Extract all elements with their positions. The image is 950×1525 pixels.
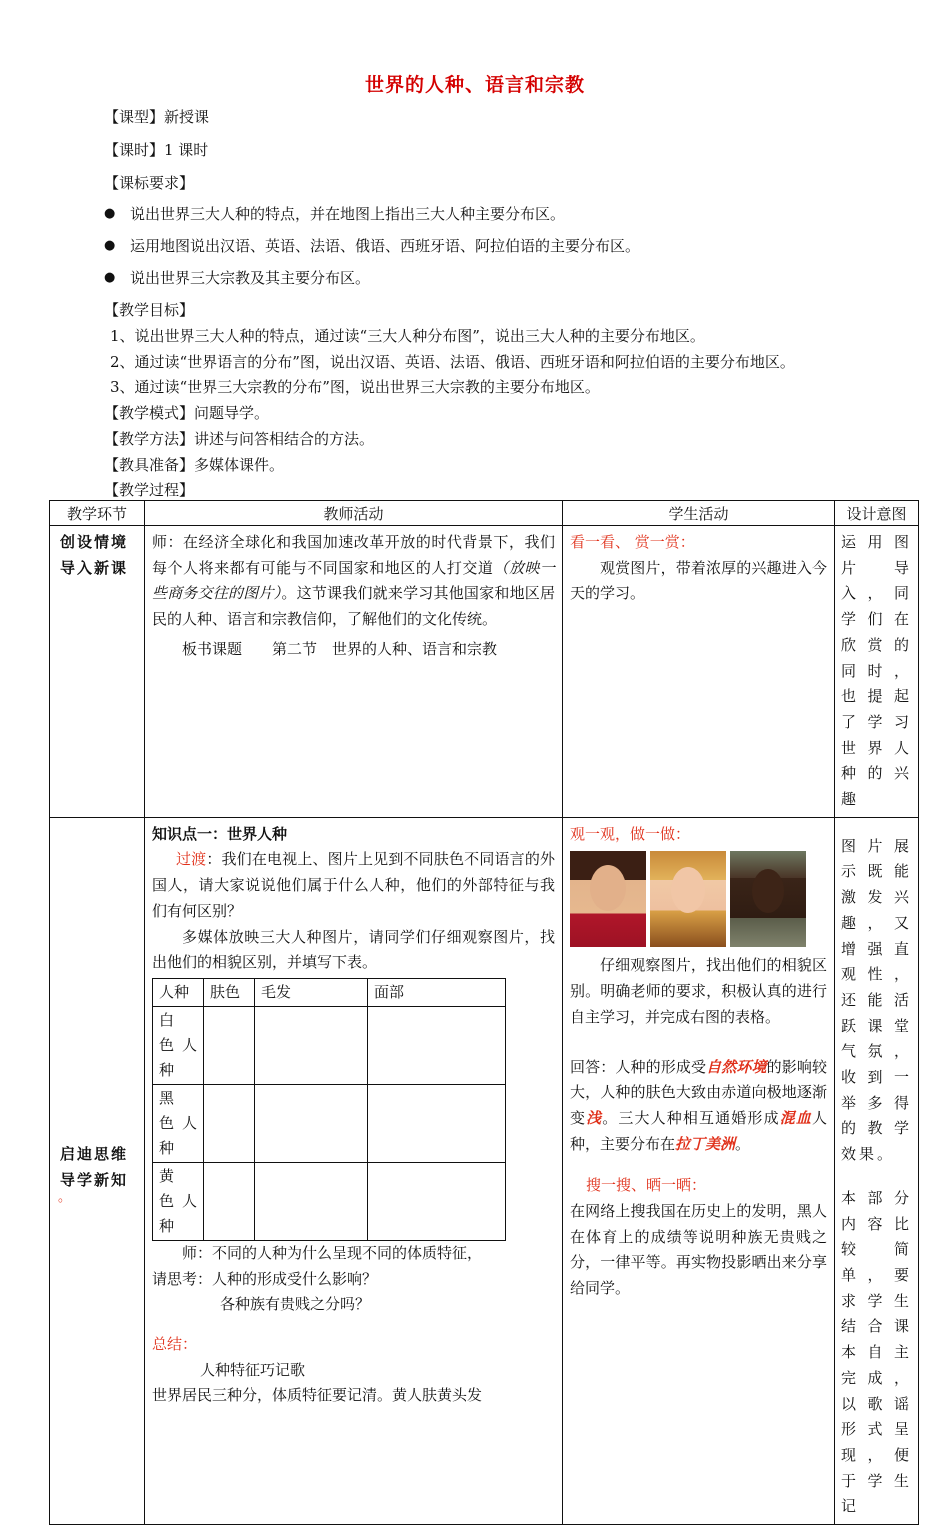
fill-cell[interactable]	[255, 1084, 368, 1162]
stage-cell	[50, 817, 145, 1524]
fill-cell[interactable]	[204, 1162, 255, 1240]
bullet-icon: ●	[104, 270, 116, 285]
student-activity	[563, 818, 834, 1306]
media-text: 多媒体放映三大人种图片，请同学们仔细观察图片，找出他们的相貌区别，并填写下表。	[152, 927, 555, 972]
race-feature-table	[152, 978, 506, 1241]
student-cell	[563, 817, 835, 1524]
table-row	[50, 526, 919, 818]
question-3: 各种族有贵贱之分吗？	[220, 1295, 371, 1314]
photo-white-race	[650, 851, 726, 947]
student-label: 看一看、 赏一赏：	[570, 533, 695, 551]
answer-text: 回答：人种的形成受自然环境的影响较大，人种的肤色大致由赤道向极地逐渐变浅。三大人种相互通婚形成混血人种，主要分布在拉丁美洲。	[570, 1057, 827, 1153]
stage-cell	[50, 526, 145, 818]
photo-yellow-race	[570, 851, 646, 947]
bullet-icon: ●	[104, 206, 116, 221]
fill-cell[interactable]	[368, 1006, 506, 1084]
table-row	[50, 817, 919, 1524]
inner-header: 面部	[368, 978, 506, 1006]
question-1: 师：不同的人种为什么呈现不同的体质特征，	[182, 1243, 483, 1262]
intent-cell	[835, 526, 919, 818]
observe-text: 仔细观察图片，找出他们的相貌区别。明确老师的要求，积极认真的进行自主学习，并完成右图的表格。	[570, 956, 827, 1026]
search-text: 在网络上搜我国在历史上的发明，黑人在体育上的成绩等说明种族无贵贱之分，一律平等。再实物投影晒出来分享给同学。	[570, 1202, 827, 1298]
goal-item: 2、通过读“世界语言的分布”图，说出汉语、英语、法语、俄语、西班牙语和阿拉伯语的主要分布地区。	[110, 353, 795, 371]
fill-cell[interactable]	[368, 1162, 506, 1240]
inner-row-label: 白 色人种	[153, 1006, 204, 1084]
stage-label: 创设情境导入新课	[60, 533, 129, 577]
fill-cell[interactable]	[255, 1006, 368, 1084]
standard-item: 说出世界三大人种的特点，并在地图上指出三大人种主要分布区。	[130, 205, 566, 223]
student-cell	[563, 526, 835, 818]
process-heading: 【教学过程】	[104, 481, 195, 499]
header-intent: 设计意图	[835, 501, 919, 526]
fill-cell[interactable]	[204, 1084, 255, 1162]
fill-cell[interactable]	[255, 1162, 368, 1240]
student-text: 观赏图片，带着浓厚的兴趣进入今天的学习。	[570, 558, 827, 603]
photo-black-race	[730, 851, 806, 947]
knowledge-point-title: 知识点一：世界人种	[152, 824, 288, 843]
teacher-cell	[145, 817, 563, 1524]
design-intent: 图片展示既能激发兴趣，又增强直观性，还能活跃课堂气氛，收到一举多得的教学效果。	[841, 836, 912, 1164]
inner-header: 毛发	[255, 978, 368, 1006]
goal-item: 1、说出世界三大人种的特点，通过读“三大人种分布图”，说出三大人种的主要分布地区。	[110, 327, 705, 345]
process-table	[49, 500, 919, 1525]
header-stage: 教学环节	[50, 501, 145, 526]
student-activity	[563, 526, 834, 611]
rhyme-title: 人种特征巧记歌	[200, 1360, 306, 1379]
inner-row-label: 黑 色人种	[153, 1084, 204, 1162]
goals-heading: 【教学目标】	[104, 301, 195, 319]
header-teacher: 教师活动	[145, 501, 563, 526]
goal-item: 3、通过读“世界三大宗教的分布”图，说出世界三大宗教的主要分布地区。	[110, 378, 600, 396]
lesson-type: 【课型】新授课	[104, 108, 210, 126]
table-header-row	[50, 501, 919, 526]
fill-cell[interactable]	[204, 1006, 255, 1084]
teacher-cell	[145, 526, 563, 818]
question-2: 请思考：人种的形成受什么影响？	[152, 1269, 378, 1288]
page-title: 世界的人种、语言和宗教	[364, 74, 585, 96]
race-photos	[570, 851, 827, 947]
inner-header: 肤色	[204, 978, 255, 1006]
standard-heading: 【课标要求】	[104, 174, 195, 192]
rhyme-line: 世界居民三种分，体质特征要记清。黄人肤黄头发	[152, 1386, 483, 1405]
teacher-activity: 师：在经济全球化和我国加速改革开放的时代背景下，我们每个人将来都有可能与不同国家和地区的人打交道（放映一些商务交往的图片）。这节课我们就来学习其他国家和地区居民的人种、语言和宗教信仰，了解他们的文化传统。	[152, 533, 555, 629]
teaching-mode: 【教学模式】问题导学。	[104, 404, 270, 422]
student-label: 观一观，做一做：	[570, 824, 691, 843]
header-student: 学生活动	[563, 501, 835, 526]
design-intent: 本部分内容比较简单，要求学生结合课本自主完成，以歌谣形式呈现，便于学生记	[841, 1188, 912, 1516]
stage-mark: 。	[58, 1190, 72, 1206]
search-label: 搜一搜、晒一晒：	[586, 1176, 707, 1195]
class-hours: 【课时】1 课时	[104, 141, 209, 159]
summary-label: 总结：	[152, 1335, 198, 1354]
fill-cell[interactable]	[368, 1084, 506, 1162]
transition-text: 过渡：我们在电视上、图片上见到不同肤色不同语言的外国人，请大家说说他们属于什么人种，他们的外部特征与我们有何区别？	[152, 850, 555, 920]
board-title: 板书课题 第二节 世界的人种、语言和宗教	[182, 639, 498, 658]
teacher-activity	[145, 818, 562, 1409]
teaching-method: 【教学方法】讲述与问答相结合的方法。	[104, 430, 375, 448]
bullet-icon: ●	[104, 238, 116, 253]
intent-cell	[835, 817, 919, 1524]
design-intent: 运用图片导入，同学们在欣赏的同时，也提起了学习世界人种的兴趣	[841, 533, 912, 809]
stage-label: 启迪思维导学新知	[60, 1145, 129, 1190]
inner-header: 人种	[153, 978, 204, 1006]
teaching-tools: 【教具准备】多媒体课件。	[104, 456, 285, 474]
standard-item: 运用地图说出汉语、英语、法语、俄语、西班牙语、阿拉伯语的主要分布区。	[130, 237, 641, 255]
standard-item: 说出世界三大宗教及其主要分布区。	[130, 269, 371, 287]
inner-row-label: 黄 色人种	[153, 1162, 204, 1240]
